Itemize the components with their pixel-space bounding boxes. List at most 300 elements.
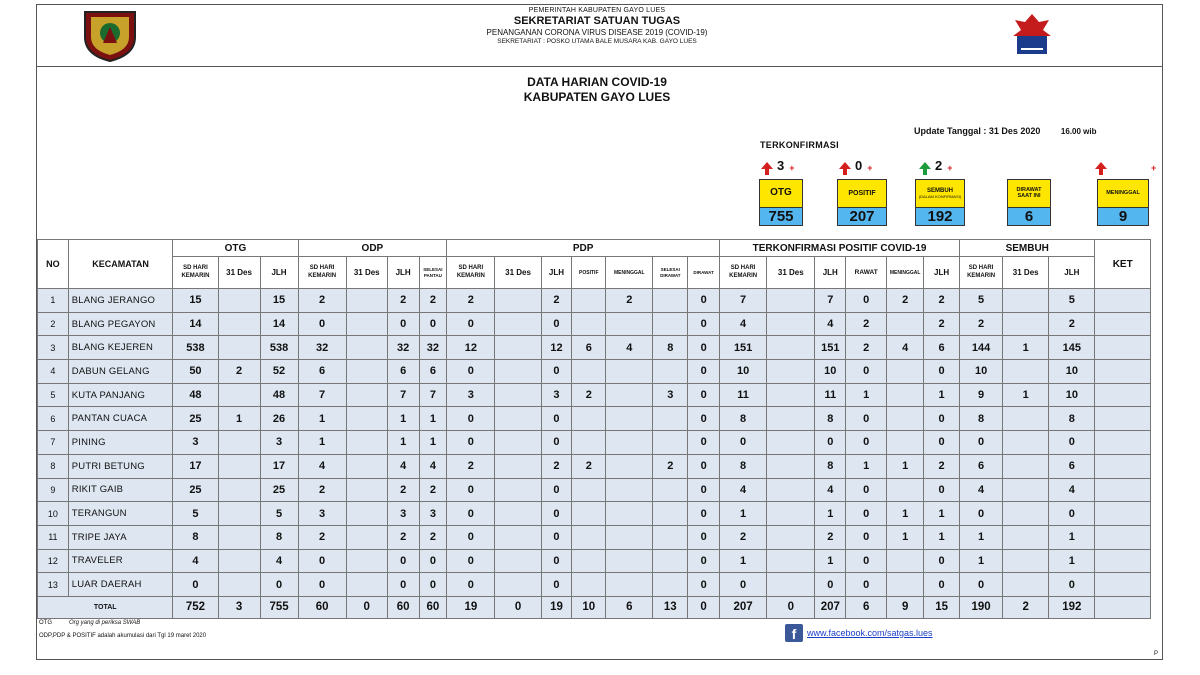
table-cell: 6 — [846, 596, 887, 618]
table-cell: 3 — [173, 431, 218, 455]
sub-date: 31 Des — [1003, 257, 1049, 289]
table-cell: 4 — [887, 336, 924, 360]
footnote-otg — [39, 617, 206, 630]
table-cell — [572, 573, 606, 597]
table-cell: 10 — [815, 360, 846, 384]
table-cell: 4 — [606, 336, 653, 360]
row-number: 10 — [38, 502, 69, 526]
table-cell: 9 — [960, 383, 1003, 407]
table-cell: 15 — [260, 289, 298, 313]
sub-jlh: JLH — [815, 257, 846, 289]
table-cell — [346, 525, 387, 549]
table-cell — [606, 454, 653, 478]
table-cell: 3 — [419, 502, 447, 526]
facebook-link[interactable]: www.facebook.com/satgas.lues — [807, 628, 933, 638]
table-row — [38, 549, 1151, 573]
table-cell: 0 — [447, 525, 495, 549]
table-cell: 1 — [887, 502, 924, 526]
table-cell — [572, 478, 606, 502]
table-cell — [495, 502, 541, 526]
table-cell: 0 — [720, 573, 767, 597]
table-cell: 0 — [688, 360, 720, 384]
table-cell — [1003, 525, 1049, 549]
table-cell: 6 — [924, 336, 960, 360]
table-cell: 0 — [960, 502, 1003, 526]
table-cell: 0 — [688, 407, 720, 431]
table-cell: 0 — [1049, 573, 1095, 597]
table-cell — [572, 360, 606, 384]
table-cell: 3 — [387, 502, 419, 526]
table-cell: 1 — [960, 525, 1003, 549]
table-cell: 5 — [260, 502, 298, 526]
table-cell: 0 — [846, 525, 887, 549]
table-cell: 14 — [260, 312, 298, 336]
table-cell — [218, 312, 260, 336]
table-cell — [653, 525, 688, 549]
row-kecamatan: BLANG KEJEREN — [68, 336, 173, 360]
table-cell: 4 — [815, 312, 846, 336]
table-cell — [1095, 596, 1151, 618]
table-cell: 2 — [572, 383, 606, 407]
table-cell — [1095, 454, 1151, 478]
table-cell — [495, 549, 541, 573]
table-cell: 1 — [815, 502, 846, 526]
sub-date: 31 Des — [346, 257, 387, 289]
table-cell: 5 — [173, 502, 218, 526]
table-cell: 0 — [419, 312, 447, 336]
table-cell — [887, 573, 924, 597]
table-cell: 6 — [960, 454, 1003, 478]
table-cell: 9 — [887, 596, 924, 618]
table-cell — [767, 312, 815, 336]
table-cell — [218, 289, 260, 313]
table-cell: 1 — [846, 383, 887, 407]
table-cell: 1 — [846, 454, 887, 478]
row-number: 5 — [38, 383, 69, 407]
task-force-name: PENANGANAN CORONA VIRUS DISEASE 2019 (COVID-19) — [486, 28, 708, 37]
footnote-otg-text: Org yang di periksa SWAB — [69, 620, 141, 626]
arrow-up-icon — [1095, 162, 1107, 169]
table-cell: 7 — [298, 383, 346, 407]
summary-box-meninggal — [1097, 179, 1149, 226]
table-cell — [218, 336, 260, 360]
table-cell: 4 — [387, 454, 419, 478]
row-number: 13 — [38, 573, 69, 597]
table-cell: 8 — [815, 454, 846, 478]
table-cell: 2 — [541, 454, 572, 478]
table-cell — [218, 431, 260, 455]
table-cell: 0 — [688, 596, 720, 618]
table-cell: 8 — [815, 407, 846, 431]
table-cell — [495, 336, 541, 360]
row-number: 6 — [38, 407, 69, 431]
table-cell: 17 — [260, 454, 298, 478]
table-cell: 0 — [767, 596, 815, 618]
gayo-lues-emblem-icon — [81, 9, 139, 63]
table-cell — [767, 454, 815, 478]
table-row — [38, 383, 1151, 407]
table-cell: 2 — [924, 312, 960, 336]
row-kecamatan: LUAR DAERAH — [68, 573, 173, 597]
table-cell: 25 — [173, 478, 218, 502]
sub-jlh: JLH — [260, 257, 298, 289]
table-cell: 0 — [688, 383, 720, 407]
table-cell — [653, 289, 688, 313]
summary-label: POSITIF — [838, 180, 886, 207]
table-cell: 0 — [688, 573, 720, 597]
summary-value: 755 — [760, 207, 802, 225]
group-sembuh: SEMBUH — [960, 240, 1095, 257]
sub-sd-hari-kemarin: SD HARI KEMARIN — [720, 257, 767, 289]
table-cell: 11 — [720, 383, 767, 407]
col-kecamatan: KECAMATAN — [68, 240, 173, 289]
table-cell — [218, 549, 260, 573]
arrow-up-icon — [761, 162, 773, 169]
table-cell: 0 — [447, 478, 495, 502]
table-cell: 8 — [260, 525, 298, 549]
table-cell — [887, 431, 924, 455]
table-cell — [495, 573, 541, 597]
table-row — [38, 502, 1151, 526]
table-cell: 0 — [815, 573, 846, 597]
table-cell: 0 — [260, 573, 298, 597]
table-cell — [495, 478, 541, 502]
indicator-meninggal — [1095, 157, 1156, 173]
table-cell: 14 — [173, 312, 218, 336]
table-cell: 6 — [606, 596, 653, 618]
table-row — [38, 573, 1151, 597]
table-cell: 0 — [387, 312, 419, 336]
table-cell: 4 — [960, 478, 1003, 502]
row-number: 4 — [38, 360, 69, 384]
table-cell — [1003, 431, 1049, 455]
table-cell: 10 — [1049, 360, 1095, 384]
group-pdp: PDP — [447, 240, 720, 257]
table-cell — [1095, 407, 1151, 431]
table-cell: 0 — [924, 478, 960, 502]
report-title-line2: KABUPATEN GAYO LUES — [523, 90, 671, 104]
table-cell: 0 — [1049, 502, 1095, 526]
table-cell — [767, 289, 815, 313]
table-cell: 2 — [419, 525, 447, 549]
table-cell: 0 — [924, 407, 960, 431]
table-cell: 207 — [815, 596, 846, 618]
table-cell: 10 — [720, 360, 767, 384]
table-cell: 0 — [688, 336, 720, 360]
sub-selesai-pantau: SELESAI PANTAU — [419, 257, 447, 289]
table-cell: 8 — [1049, 407, 1095, 431]
row-number: 11 — [38, 525, 69, 549]
table-cell — [572, 549, 606, 573]
footnote-accumulation: ODP,PDP & POSITIF adalah akumulasi dari Tgl 19 maret 2020 — [39, 633, 207, 639]
table-cell — [218, 383, 260, 407]
table-cell — [346, 312, 387, 336]
table-cell: 3 — [653, 383, 688, 407]
table-cell: 4 — [298, 454, 346, 478]
table-cell — [887, 383, 924, 407]
table-cell — [887, 549, 924, 573]
table-cell: 1 — [1049, 525, 1095, 549]
table-cell: 0 — [815, 431, 846, 455]
table-cell: 0 — [960, 431, 1003, 455]
table-cell: 4 — [419, 454, 447, 478]
table-cell — [1095, 336, 1151, 360]
table-cell — [495, 431, 541, 455]
table-cell — [767, 573, 815, 597]
update-label: Update Tanggal : — [914, 126, 987, 136]
table-cell: 0 — [688, 431, 720, 455]
table-cell: 1 — [924, 525, 960, 549]
table-cell: 0 — [541, 478, 572, 502]
table-cell — [606, 525, 653, 549]
table-cell: 7 — [720, 289, 767, 313]
table-cell: 4 — [1049, 478, 1095, 502]
table-cell: 0 — [387, 573, 419, 597]
table-cell: 0 — [846, 407, 887, 431]
table-cell: 538 — [173, 336, 218, 360]
table-row — [38, 336, 1151, 360]
table-cell — [606, 407, 653, 431]
table-cell: 1 — [387, 407, 419, 431]
table-cell: 1 — [887, 454, 924, 478]
table-cell: 0 — [419, 549, 447, 573]
table-cell: 0 — [447, 312, 495, 336]
table-row — [38, 312, 1151, 336]
terkonfirmasi-label: TERKONFIRMASI — [760, 140, 839, 150]
table-cell: 2 — [541, 289, 572, 313]
table-row — [38, 525, 1151, 549]
table-cell: 151 — [815, 336, 846, 360]
table-cell: 12 — [447, 336, 495, 360]
table-cell: 0 — [688, 312, 720, 336]
table-cell: 2 — [387, 478, 419, 502]
table-cell: 12 — [541, 336, 572, 360]
table-cell: 19 — [541, 596, 572, 618]
table-cell — [606, 383, 653, 407]
summary-box-positif — [837, 179, 887, 226]
table-cell — [346, 289, 387, 313]
table-cell — [346, 573, 387, 597]
table-cell: 17 — [173, 454, 218, 478]
table-cell — [572, 312, 606, 336]
table-cell: 0 — [447, 431, 495, 455]
table-cell: 52 — [260, 360, 298, 384]
report-title — [337, 75, 857, 105]
table-cell — [495, 525, 541, 549]
table-cell: 3 — [218, 596, 260, 618]
sub-meninggal-konfirmasi: MENINGGAL — [887, 257, 924, 289]
table-cell — [1095, 289, 1151, 313]
table-cell — [767, 478, 815, 502]
page-mark: P — [1153, 651, 1158, 657]
summary-label-wrap — [916, 180, 964, 207]
table-cell: 0 — [541, 407, 572, 431]
table-cell: 32 — [298, 336, 346, 360]
table-cell: 0 — [688, 549, 720, 573]
table-cell — [653, 407, 688, 431]
sub-rawat: RAWAT — [846, 257, 887, 289]
table-cell — [887, 407, 924, 431]
total-label: TOTAL — [38, 596, 173, 618]
table-cell: 1 — [298, 407, 346, 431]
table-cell: 2 — [815, 525, 846, 549]
indicator-delta: 0 — [855, 157, 863, 173]
row-kecamatan: KUTA PANJANG — [68, 383, 173, 407]
table-cell: 2 — [218, 360, 260, 384]
table-cell: 10 — [1049, 383, 1095, 407]
table-cell: 50 — [173, 360, 218, 384]
col-ket: KET — [1095, 240, 1151, 289]
table-cell — [346, 502, 387, 526]
table-cell: 7 — [419, 383, 447, 407]
table-cell: 0 — [720, 431, 767, 455]
row-kecamatan: DABUN GELANG — [68, 360, 173, 384]
indicator-otg — [761, 157, 795, 173]
table-cell: 2 — [387, 525, 419, 549]
table-cell: 0 — [387, 549, 419, 573]
table-cell: 60 — [387, 596, 419, 618]
table-cell — [572, 431, 606, 455]
table-cell: 32 — [387, 336, 419, 360]
table-cell: 8 — [653, 336, 688, 360]
table-cell: 1 — [720, 549, 767, 573]
table-cell: 6 — [1049, 454, 1095, 478]
table-cell: 2 — [653, 454, 688, 478]
row-kecamatan: TRIPE JAYA — [68, 525, 173, 549]
table-cell — [1003, 502, 1049, 526]
indicator-sembuh — [919, 157, 953, 173]
table-cell — [495, 454, 541, 478]
table-cell — [218, 478, 260, 502]
indicator-delta: 3 — [777, 157, 785, 173]
sub-sd-hari-kemarin: SD HARI KEMARIN — [960, 257, 1003, 289]
table-cell: 0 — [846, 549, 887, 573]
table-cell: 1 — [387, 431, 419, 455]
table-cell — [1095, 312, 1151, 336]
table-row — [38, 360, 1151, 384]
table-cell: 3 — [260, 431, 298, 455]
table-cell: 60 — [298, 596, 346, 618]
table-cell — [887, 312, 924, 336]
table-cell — [653, 312, 688, 336]
table-cell: 7 — [387, 383, 419, 407]
summary-label: OTG — [760, 180, 802, 207]
table-cell — [495, 312, 541, 336]
table-cell — [767, 525, 815, 549]
table-cell: 0 — [846, 431, 887, 455]
table-cell: 0 — [173, 573, 218, 597]
table-cell — [653, 360, 688, 384]
sub-dirawat: DIRAWAT — [688, 257, 720, 289]
summary-value: 6 — [1008, 207, 1050, 225]
table-cell: 1 — [815, 549, 846, 573]
table-cell: 2 — [1003, 596, 1049, 618]
table-cell — [1095, 502, 1151, 526]
table-cell: 2 — [419, 289, 447, 313]
table-cell — [346, 454, 387, 478]
table-cell: 60 — [419, 596, 447, 618]
table-cell: 0 — [688, 289, 720, 313]
summary-label: DIRAWAT SAAT INI — [1008, 180, 1050, 207]
summary-label: MENINGGAL — [1098, 180, 1148, 207]
table-cell: 2 — [298, 478, 346, 502]
summary-box-otg — [759, 179, 803, 226]
table-row — [38, 407, 1151, 431]
table-cell: 0 — [846, 573, 887, 597]
table-cell — [346, 478, 387, 502]
sub-positif: POSITIF — [572, 257, 606, 289]
table-cell: 8 — [960, 407, 1003, 431]
table-cell — [767, 383, 815, 407]
table-cell — [606, 549, 653, 573]
row-kecamatan: TERANGUN — [68, 502, 173, 526]
table-cell: 2 — [572, 454, 606, 478]
table-cell: 0 — [846, 478, 887, 502]
arrow-up-icon — [839, 162, 851, 169]
table-cell: 2 — [887, 289, 924, 313]
table-cell — [767, 502, 815, 526]
table-cell: 1 — [1003, 383, 1049, 407]
table-cell — [606, 312, 653, 336]
table-cell — [1003, 312, 1049, 336]
row-number: 9 — [38, 478, 69, 502]
row-number: 2 — [38, 312, 69, 336]
table-cell — [887, 360, 924, 384]
table-cell: 13 — [653, 596, 688, 618]
table-cell — [767, 549, 815, 573]
table-cell — [1095, 549, 1151, 573]
table-cell: 8 — [720, 407, 767, 431]
table-cell: 2 — [960, 312, 1003, 336]
table-cell: 4 — [720, 312, 767, 336]
government-name: PEMERINTAH KABUPATEN GAYO LUES — [528, 7, 666, 14]
table-cell — [346, 383, 387, 407]
indicator-delta: 2 — [935, 157, 943, 173]
table-cell — [218, 502, 260, 526]
row-kecamatan: BLANG PEGAYON — [68, 312, 173, 336]
row-number: 7 — [38, 431, 69, 455]
table-cell — [1003, 407, 1049, 431]
table-cell — [653, 502, 688, 526]
secretariat-address: SEKRETARIAT : POSKO UTAMA BALE MUSARA KAB. GAYO LUES — [497, 38, 697, 45]
table-cell: 5 — [1049, 289, 1095, 313]
table-cell — [572, 407, 606, 431]
table-cell: 0 — [541, 549, 572, 573]
row-number: 12 — [38, 549, 69, 573]
table-cell: 2 — [447, 454, 495, 478]
table-cell: 19 — [447, 596, 495, 618]
plus-icon: + — [789, 163, 795, 173]
table-cell: 0 — [846, 360, 887, 384]
table-cell: 1 — [298, 431, 346, 455]
row-number: 1 — [38, 289, 69, 313]
table-cell — [572, 502, 606, 526]
table-row — [38, 431, 1151, 455]
table-cell: 0 — [688, 502, 720, 526]
row-kecamatan: BLANG JERANGO — [68, 289, 173, 313]
indicator-positif — [839, 157, 873, 173]
table-cell: 1 — [218, 407, 260, 431]
table-cell: 1 — [419, 431, 447, 455]
sub-jlh: JLH — [924, 257, 960, 289]
table-cell — [653, 549, 688, 573]
update-date: 31 Des 2020 — [988, 126, 1041, 136]
table-cell — [1095, 383, 1151, 407]
table-cell: 26 — [260, 407, 298, 431]
table-row — [38, 454, 1151, 478]
sub-meninggal: MENINGGAL — [606, 257, 653, 289]
table-cell — [218, 573, 260, 597]
